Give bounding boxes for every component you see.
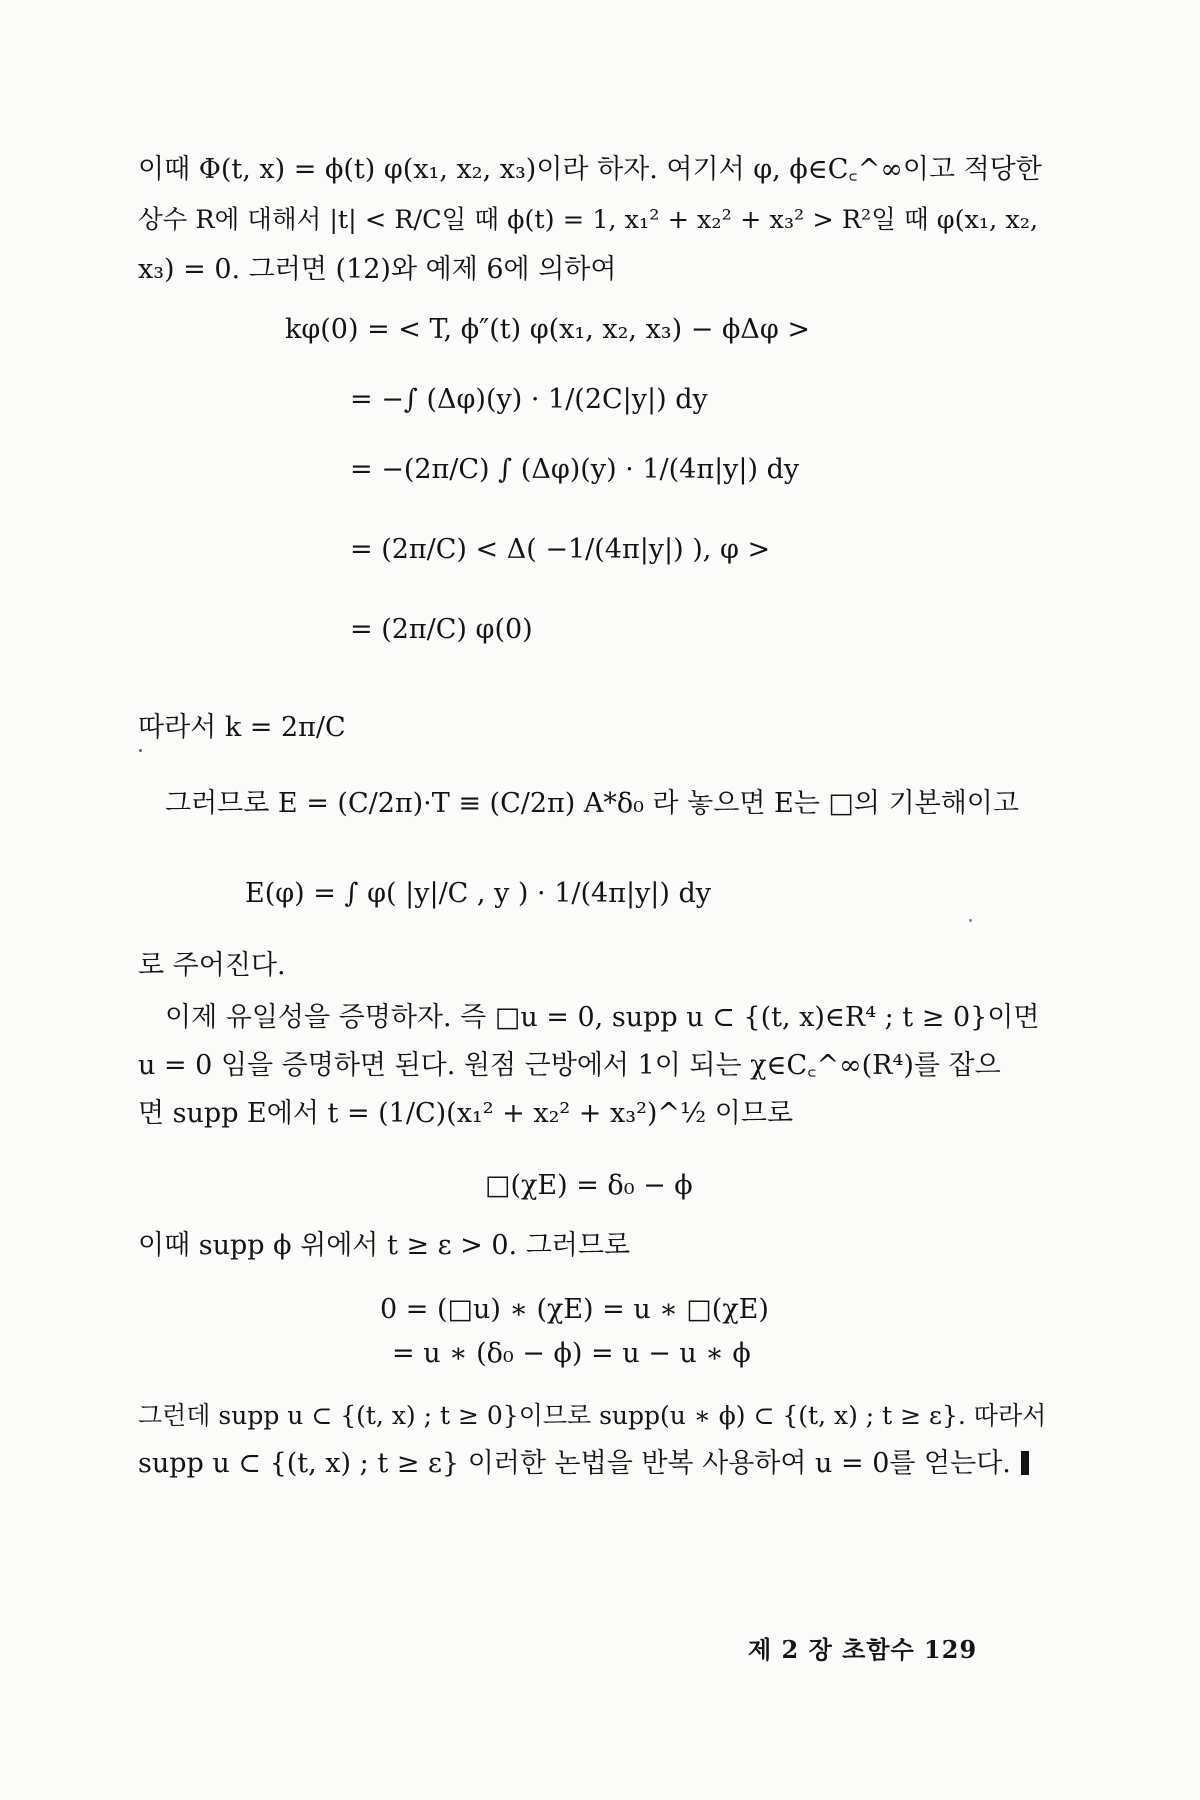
print-speck (969, 919, 972, 922)
equation-4: = (2π/C) < Δ( −1/(4π|y|) ), φ > (350, 534, 771, 565)
uniqueness-line-2: u = 0 임을 증명하면 된다. 원점 근방에서 1이 되는 χ∈C꜀^∞(R⁴)를 잡으 (138, 1050, 1001, 1081)
uniqueness-line-1: 이제 유일성을 증명하자. 즉 □u = 0, supp u ⊂ {(t, x)∈R⁴ ; t ≥ 0}이면 (165, 1002, 1040, 1033)
convolution-equation-2: = u ∗ (δ₀ − ϕ) = u − u ∗ ϕ (392, 1338, 751, 1369)
equation-2: = −∫ (Δφ)(y) · 1/(2C|y|) dy (350, 384, 708, 415)
print-speck (139, 749, 142, 752)
fundamental-solution-line: 그러므로 E = (C/2π)·T ≡ (C/2π) A*δ₀ 라 놓으면 E는 □의 기본해이고 (165, 788, 1019, 819)
body-line-1: 이때 Φ(t, x) = ϕ(t) φ(x₁, x₂, x₃)이라 하자. 여기서 φ, ϕ∈C꜀^∞이고 적당한 (138, 154, 1042, 185)
final-line-2 (138, 1446, 1029, 1482)
supp-line: 이때 supp ϕ 위에서 t ≥ ε > 0. 그러므로 (138, 1230, 631, 1261)
body-line-3: x₃) = 0. 그러면 (12)와 예제 6에 의하여 (138, 254, 617, 285)
final-line-1: 그런데 supp u ⊂ {(t, x) ; t ≥ 0}이므로 supp(u ∗ ϕ) ⊂ {(t, x) ; t ≥ ε}. 따라서 (138, 1401, 1047, 1430)
uniqueness-line-3: 면 supp E에서 t = (1/C)(x₁² + x₂² + x₃²)^½ 이므로 (138, 1098, 794, 1129)
body-line-2: 상수 R에 대해서 |t| < R/C일 때 ϕ(t) = 1, x₁² + x₂² + x₃² > R²일 때 φ(x₁, x₂, (138, 205, 1039, 235)
equation-5: = (2π/C) φ(0) (350, 614, 533, 645)
final-line-2-text: supp u ⊂ {(t, x) ; t ≥ ε} 이러한 논법을 반복 사용하여 u = 0를 얻는다. (138, 1448, 1011, 1479)
given-line: 로 주어진다. (138, 950, 286, 981)
page-footer: 제 2 장 초함수 129 (748, 1635, 978, 1664)
equation-3: = −(2π/C) ∫ (Δφ)(y) · 1/(4π|y|) dy (350, 454, 800, 485)
box-equation: □(χE) = δ₀ − ϕ (485, 1170, 693, 1201)
end-of-proof-mark (1021, 1451, 1029, 1475)
E-formula: E(φ) = ∫ φ( |y|/C , y ) · 1/(4π|y|) dy (245, 878, 712, 909)
thus-k-line: 따라서 k = 2π/C (138, 712, 346, 743)
convolution-equation-1: 0 = (□u) ∗ (χE) = u ∗ □(χE) (380, 1294, 769, 1325)
equation-1: kφ(0) = < T, ϕ″(t) φ(x₁, x₂, x₃) − ϕΔφ > (285, 314, 810, 345)
